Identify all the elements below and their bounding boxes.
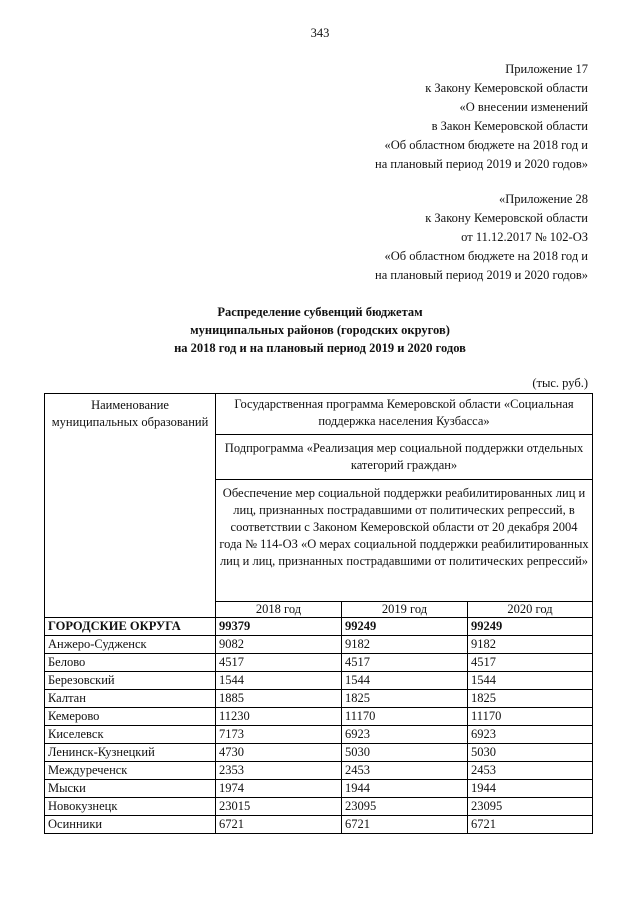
table-row (45, 654, 593, 672)
appendix-28-line: на плановый период 2019 и 2020 годов» (375, 268, 588, 282)
value-2018-cell: 1885 (216, 690, 342, 708)
appendix-17-line: на плановый период 2019 и 2020 годов» (375, 157, 588, 171)
direction-header: Обеспечение мер социальной поддержки реабилитированных лиц и лиц, признанных пострадавшими от политических репрессий, в соответствии с Законом Кемеровской области от 20 декабря 2004 года № 114-ОЗ «О мерах социальной поддержки реабилитированных лиц и лиц, признанных пострадавшими от политических репрессий» (216, 480, 593, 602)
table-row (45, 744, 593, 762)
municipality-name-cell: Ленинск-Кузнецкий (45, 744, 216, 762)
value-2018-cell: 11230 (216, 708, 342, 726)
table-row (45, 780, 593, 798)
municipality-name-cell: Анжеро-Судженск (45, 636, 216, 654)
title-line: Распределение субвенций бюджетам (217, 305, 423, 319)
value-2018-cell: 9082 (216, 636, 342, 654)
value-2019-cell: 11170 (342, 708, 468, 726)
document-title (0, 303, 640, 357)
page-number: 343 (310, 26, 330, 40)
appendix-17-line: в Закон Кемеровской области (431, 119, 588, 133)
value-2019-cell: 2453 (342, 762, 468, 780)
table-row (45, 618, 593, 636)
value-2018-cell: 4730 (216, 744, 342, 762)
appendix-28-line: от 11.12.2017 № 102-ОЗ (461, 230, 588, 244)
municipality-name-cell: Кемерово (45, 708, 216, 726)
year-header: 2020 год (468, 602, 593, 618)
municipality-name-cell: Новокузнецк (45, 798, 216, 816)
value-2019-cell: 9182 (342, 636, 468, 654)
value-2020-cell: 6721 (468, 816, 593, 834)
municipality-name-cell: Калтан (45, 690, 216, 708)
municipality-name-cell: Осинники (45, 816, 216, 834)
value-2018-cell: 7173 (216, 726, 342, 744)
appendix-28-line: «Приложение 28 (499, 192, 588, 206)
value-2018-cell: 99379 (216, 618, 342, 636)
value-2020-cell: 23095 (468, 798, 593, 816)
municipality-name-cell: ГОРОДСКИЕ ОКРУГА (45, 618, 216, 636)
municipality-name-cell: Белово (45, 654, 216, 672)
year-header: 2018 год (216, 602, 342, 618)
appendix-17-line: «Об областном бюджете на 2018 год и (384, 138, 588, 152)
value-2019-cell: 1825 (342, 690, 468, 708)
title-line: муниципальных районов (городских округов) (190, 323, 450, 337)
value-2019-cell: 1944 (342, 780, 468, 798)
table-row (45, 690, 593, 708)
table-row (45, 762, 593, 780)
value-2019-cell: 5030 (342, 744, 468, 762)
column-header-name: Наименование муниципальных образований (45, 394, 216, 618)
value-2019-cell: 6923 (342, 726, 468, 744)
value-2018-cell: 6721 (216, 816, 342, 834)
appendix-17-line: Приложение 17 (505, 62, 588, 76)
table-row (45, 672, 593, 690)
appendix-17-header (375, 60, 588, 174)
table-row (45, 636, 593, 654)
value-2020-cell: 2453 (468, 762, 593, 780)
value-2020-cell: 11170 (468, 708, 593, 726)
appendix-17-line: «О внесении изменений (459, 100, 588, 114)
table-row (45, 726, 593, 744)
value-2019-cell: 4517 (342, 654, 468, 672)
table-row (45, 798, 593, 816)
subvention-table (44, 393, 593, 834)
municipality-name-cell: Мыски (45, 780, 216, 798)
value-2018-cell: 2353 (216, 762, 342, 780)
program-header: Государственная программа Кемеровской области «Социальная поддержка населения Кузбасса» (216, 394, 593, 435)
municipality-name-cell: Междуреченск (45, 762, 216, 780)
appendix-28-line: «Об областном бюджете на 2018 год и (384, 249, 588, 263)
appendix-17-line: к Закону Кемеровской области (425, 81, 588, 95)
units-label: (тыс. руб.) (532, 376, 588, 390)
value-2020-cell: 6923 (468, 726, 593, 744)
value-2019-cell: 6721 (342, 816, 468, 834)
value-2020-cell: 1825 (468, 690, 593, 708)
year-header: 2019 год (342, 602, 468, 618)
value-2018-cell: 4517 (216, 654, 342, 672)
value-2020-cell: 9182 (468, 636, 593, 654)
value-2018-cell: 1544 (216, 672, 342, 690)
table-row (45, 708, 593, 726)
value-2018-cell: 1974 (216, 780, 342, 798)
table-row (45, 816, 593, 834)
appendix-28-line: к Закону Кемеровской области (425, 211, 588, 225)
value-2019-cell: 99249 (342, 618, 468, 636)
appendix-28-header (375, 190, 588, 285)
value-2020-cell: 99249 (468, 618, 593, 636)
value-2020-cell: 4517 (468, 654, 593, 672)
value-2018-cell: 23015 (216, 798, 342, 816)
municipality-name-cell: Киселевск (45, 726, 216, 744)
subprogram-header: Подпрограмма «Реализация мер социальной поддержки отдельных категорий граждан» (216, 435, 593, 480)
value-2020-cell: 1544 (468, 672, 593, 690)
value-2019-cell: 1544 (342, 672, 468, 690)
municipality-name-cell: Березовский (45, 672, 216, 690)
value-2020-cell: 1944 (468, 780, 593, 798)
title-line: на 2018 год и на плановый период 2019 и 2020 годов (174, 341, 466, 355)
value-2020-cell: 5030 (468, 744, 593, 762)
value-2019-cell: 23095 (342, 798, 468, 816)
